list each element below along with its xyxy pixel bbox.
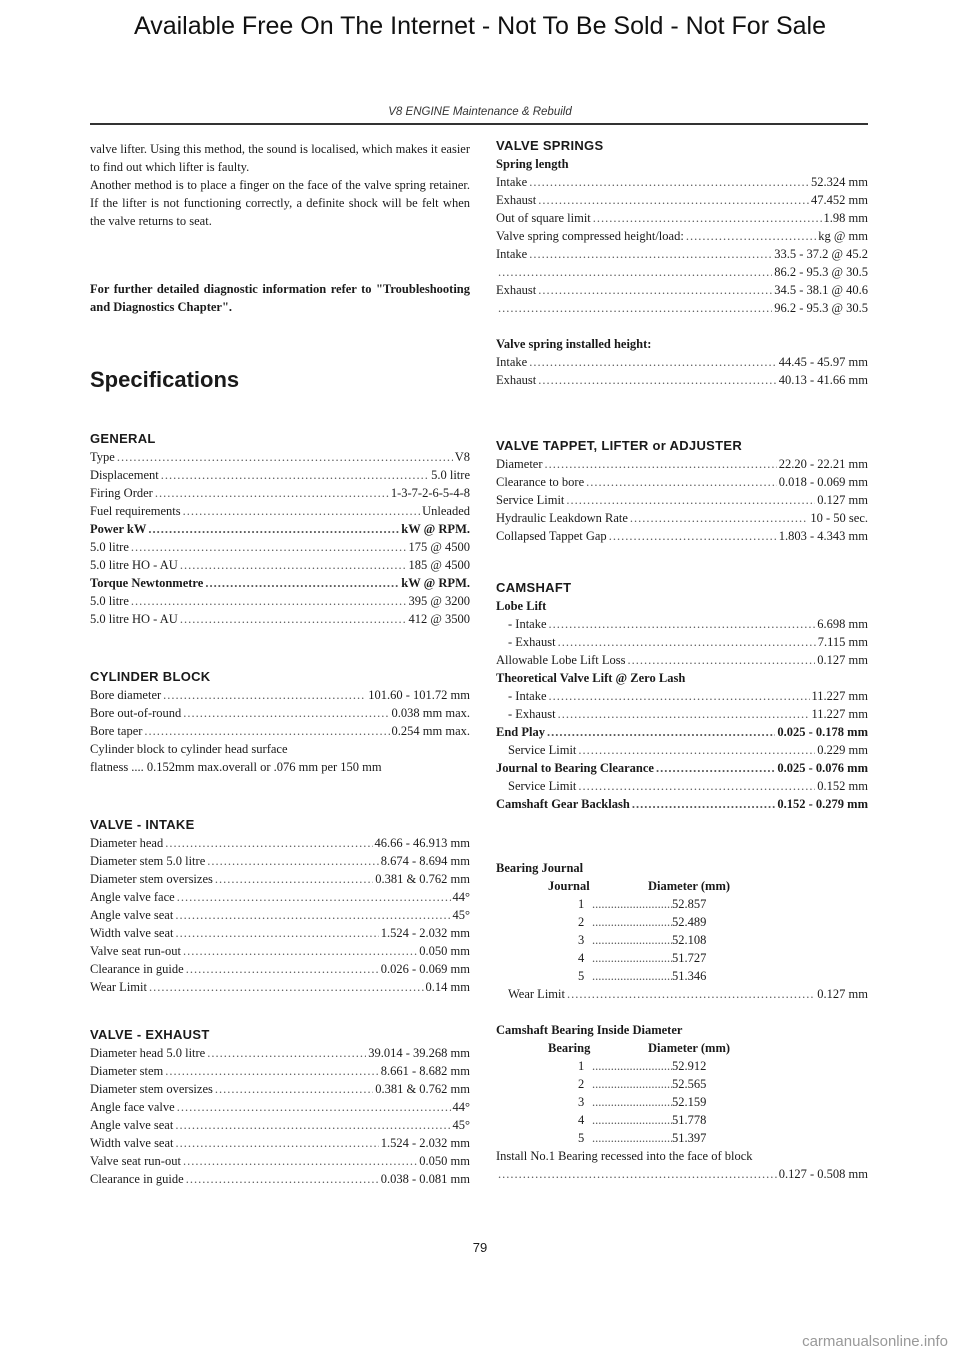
footer-watermark: carmanualsonline.info xyxy=(802,1333,948,1350)
spec-label: Angle face valve xyxy=(90,1100,175,1114)
intro-paragraph-1: valve lifter. Using this method, the sound is localised, which makes it easier to find out which lifter is faulty. xyxy=(90,142,470,174)
spec-label: Service Limit xyxy=(508,743,577,757)
subheading: Valve spring installed height: xyxy=(496,337,652,351)
spec-label: Width valve seat xyxy=(90,926,174,940)
spec-label: Collapsed Tappet Gap xyxy=(496,529,607,543)
spec-row xyxy=(496,353,868,371)
spec-label: - Intake xyxy=(508,689,547,703)
spec-value: 0.381 & 0.762 mm xyxy=(375,1082,470,1096)
page-number: 79 xyxy=(472,1240,488,1255)
spec-label: 5.0 litre HO - AU xyxy=(90,558,178,572)
spec-row xyxy=(90,870,470,888)
spec-label: Exhaust xyxy=(496,283,537,297)
spec-label: 5.0 litre xyxy=(90,594,129,608)
spec-value: 11.227 mm xyxy=(811,707,868,721)
intro-text xyxy=(90,140,470,230)
table-row xyxy=(496,895,868,913)
table-row xyxy=(496,949,868,967)
spec-value: 1.98 mm xyxy=(823,211,868,225)
spec-value: 0.038 - 0.081 mm xyxy=(380,1172,470,1186)
table-row xyxy=(496,967,868,985)
spec-row xyxy=(496,687,868,705)
section-heading: VALVE TAPPET, LIFTER or ADJUSTER xyxy=(496,438,743,453)
table-cell: 52.565 xyxy=(672,1077,707,1091)
spec-value: 1.524 - 2.032 mm xyxy=(380,1136,470,1150)
spec-row xyxy=(90,722,470,740)
section-heading: VALVE - INTAKE xyxy=(90,817,195,832)
column-header: Bearing xyxy=(548,1041,591,1055)
spec-value: 45° xyxy=(452,1118,470,1132)
table-cell: 2 xyxy=(578,1077,585,1091)
spec-row xyxy=(90,1080,470,1098)
spec-value: 22.20 - 22.21 mm xyxy=(778,457,868,471)
spec-value: 39.014 - 39.268 mm xyxy=(368,1046,470,1060)
table-header xyxy=(496,1039,868,1057)
spec-value: 185 @ 4500 xyxy=(408,558,470,572)
spec-row xyxy=(496,985,868,1003)
spec-label: - Exhaust xyxy=(508,707,556,721)
column-header: Diameter (mm) xyxy=(648,879,731,893)
spec-label: Power kW xyxy=(90,522,147,536)
spec-row xyxy=(90,1134,470,1152)
bearing-journal-section xyxy=(496,859,868,1003)
spec-row xyxy=(496,509,868,527)
spec-label: 5.0 litre HO - AU xyxy=(90,612,178,626)
spec-row xyxy=(90,1044,470,1062)
spec-label: 5.0 litre xyxy=(90,540,129,554)
table-row xyxy=(496,1093,868,1111)
spec-row xyxy=(90,924,470,942)
spec-label: Diameter stem xyxy=(90,1064,164,1078)
spec-label: Diameter head xyxy=(90,836,164,850)
spec-label: Bore out-of-round xyxy=(90,706,182,720)
spec-value: 34.5 - 38.1 @ 40.6 xyxy=(774,283,868,297)
spec-label: Clearance to bore xyxy=(496,475,585,489)
table-cell: 51.727 xyxy=(672,951,707,965)
spec-label: Service Limit xyxy=(508,779,577,793)
spec-row xyxy=(496,191,868,209)
spec-value: 0.127 mm xyxy=(817,987,868,1001)
valve-exhaust-section xyxy=(90,1026,470,1188)
spec-value: 8.674 - 8.694 mm xyxy=(380,854,470,868)
spec-row xyxy=(90,556,470,574)
header-rule xyxy=(90,123,868,125)
spec-value: 0.152 - 0.279 mm xyxy=(777,797,868,811)
spec-label: Bore taper xyxy=(90,724,143,738)
subheading: Camshaft Bearing Inside Diameter xyxy=(496,1023,683,1037)
spec-value: 46.66 - 46.913 mm xyxy=(374,836,470,850)
spec-label: Angle valve seat xyxy=(90,908,174,922)
spec-row xyxy=(496,527,868,545)
spec-value: 86.2 - 95.3 @ 30.5 xyxy=(774,265,868,279)
spec-row xyxy=(90,978,470,996)
spec-value: 0.381 & 0.762 mm xyxy=(375,872,470,886)
spec-value: 0.026 - 0.069 mm xyxy=(380,962,470,976)
table-row xyxy=(496,1075,868,1093)
spec-row xyxy=(496,491,868,509)
spec-row xyxy=(90,1152,470,1170)
spec-label: Firing Order xyxy=(90,486,153,500)
camshaft-section xyxy=(496,579,868,813)
spec-label: Out of square limit xyxy=(496,211,591,225)
spec-value: 0.127 mm xyxy=(817,653,868,667)
spec-value: 5.0 litre xyxy=(431,468,470,482)
spec-label: Fuel requirements xyxy=(90,504,181,518)
spec-row xyxy=(90,520,470,538)
spec-label: - Intake xyxy=(508,617,547,631)
table-row xyxy=(496,913,868,931)
table-cell: 52.159 xyxy=(672,1095,707,1109)
spec-row xyxy=(90,1170,470,1188)
spec-value: 40.13 - 41.66 mm xyxy=(778,373,868,387)
table-cell: 3 xyxy=(578,1095,585,1109)
spec-label: Diameter xyxy=(496,457,543,471)
spec-row xyxy=(496,299,868,317)
spec-row xyxy=(496,723,868,741)
spec-row xyxy=(496,759,868,777)
general-section xyxy=(90,430,470,628)
subheading: Lobe Lift xyxy=(496,599,547,613)
install-note: Install No.1 Bearing recessed into the face of block xyxy=(496,1149,753,1163)
spec-row xyxy=(90,448,470,466)
spec-value: 101.60 - 101.72 mm xyxy=(368,688,470,702)
spec-row xyxy=(496,371,868,389)
spec-value: 7.115 mm xyxy=(817,635,868,649)
spec-label: - Exhaust xyxy=(508,635,556,649)
spec-value: 0.127 mm xyxy=(817,493,868,507)
spec-value: 395 @ 3200 xyxy=(408,594,470,608)
spec-row xyxy=(496,455,868,473)
spec-row xyxy=(496,227,868,245)
spec-value: 44° xyxy=(452,890,470,904)
spec-row xyxy=(90,610,470,628)
column-header: Journal xyxy=(548,879,590,893)
flatness-line-1: Cylinder block to cylinder head surface xyxy=(90,742,288,756)
spec-row xyxy=(496,705,868,723)
spec-row xyxy=(90,704,470,722)
table-cell: 4 xyxy=(578,951,585,965)
valve-intake-section xyxy=(90,816,470,996)
spec-value: 44.45 - 45.97 mm xyxy=(778,355,868,369)
section-heading: VALVE - EXHAUST xyxy=(90,1027,210,1042)
spec-value: 8.661 - 8.682 mm xyxy=(380,1064,470,1078)
spec-label: Journal to Bearing Clearance xyxy=(496,761,654,775)
spec-label: Diameter stem oversizes xyxy=(90,872,213,886)
spec-label: Camshaft Gear Backlash xyxy=(496,797,630,811)
table-cell: 1 xyxy=(578,1059,585,1073)
section-heading: GENERAL xyxy=(90,431,156,446)
table-cell: 51.778 xyxy=(672,1113,707,1127)
spec-row xyxy=(496,795,868,813)
table-cell: 52.489 xyxy=(672,915,707,929)
spec-row xyxy=(496,615,868,633)
spec-label: Clearance in guide xyxy=(90,1172,184,1186)
spec-row xyxy=(90,1116,470,1134)
spec-label: Exhaust xyxy=(496,193,537,207)
table-cell: 5 xyxy=(578,969,585,983)
table-cell: 3 xyxy=(578,933,585,947)
spec-value: 0.038 mm max. xyxy=(391,706,470,720)
spec-row xyxy=(90,1098,470,1116)
section-heading: VALVE SPRINGS xyxy=(496,138,604,153)
spec-value: kW @ RPM. xyxy=(401,576,470,590)
spec-row xyxy=(496,263,868,281)
table-cell: 51.397 xyxy=(672,1131,707,1145)
spec-row xyxy=(90,834,470,852)
table-header xyxy=(496,877,868,895)
spec-label: Diameter stem 5.0 litre xyxy=(90,854,206,868)
spec-row xyxy=(496,245,868,263)
spec-row xyxy=(496,633,868,651)
spec-value: 175 @ 4500 xyxy=(408,540,470,554)
spec-row xyxy=(90,960,470,978)
table-cell: 4 xyxy=(578,1113,585,1127)
spec-row xyxy=(90,466,470,484)
spec-row xyxy=(90,906,470,924)
further-info-text: For further detailed diagnostic information refer to "Troubleshooting and Diagnostics Chapter". xyxy=(90,282,470,314)
table-row xyxy=(496,1129,868,1147)
cylinder-block-section xyxy=(90,668,470,776)
spec-label: Allowable Lobe Lift Loss xyxy=(496,653,626,667)
spec-label: End Play xyxy=(496,725,545,739)
spec-value: 0.229 mm xyxy=(817,743,868,757)
spec-row xyxy=(90,942,470,960)
spec-value: kg @ mm xyxy=(818,229,868,243)
spec-value: 52.324 mm xyxy=(811,175,868,189)
spec-label: Service Limit xyxy=(496,493,565,507)
table-row xyxy=(496,1057,868,1075)
spec-label: Wear Limit xyxy=(508,987,565,1001)
valve-springs-section xyxy=(496,137,868,389)
spec-value: 0.025 - 0.076 mm xyxy=(777,761,868,775)
spec-row xyxy=(90,852,470,870)
subheading: Theoretical Valve Lift @ Zero Lash xyxy=(496,671,686,685)
spec-value: 0.127 - 0.508 mm xyxy=(778,1167,868,1181)
spec-value: 1.524 - 2.032 mm xyxy=(380,926,470,940)
spec-value: 0.025 - 0.178 mm xyxy=(777,725,868,739)
spec-row xyxy=(90,502,470,520)
spec-row xyxy=(90,888,470,906)
spec-value: 0.018 - 0.069 mm xyxy=(778,475,868,489)
spec-label: Displacement xyxy=(90,468,159,482)
spec-value: 45° xyxy=(452,908,470,922)
spec-label: Diameter head 5.0 litre xyxy=(90,1046,206,1060)
table-cell: 1 xyxy=(578,897,585,911)
spec-value: 0.050 mm xyxy=(419,1154,470,1168)
spec-value: 33.5 - 37.2 @ 45.2 xyxy=(774,247,868,261)
spec-label: Clearance in guide xyxy=(90,962,184,976)
running-head: V8 ENGINE Maintenance & Rebuild xyxy=(388,106,572,118)
spec-value: 1-3-7-2-6-5-4-8 xyxy=(390,486,470,500)
spec-label: Torque Newtonmetre xyxy=(90,576,204,590)
specifications-title: Specifications xyxy=(90,367,240,392)
spec-row xyxy=(496,209,868,227)
spec-label: Hydraulic Leakdown Rate xyxy=(496,511,628,525)
spec-row xyxy=(496,741,868,759)
tappet-section xyxy=(496,437,868,545)
spec-label: Intake xyxy=(496,175,528,189)
spec-label: Diameter stem oversizes xyxy=(90,1082,213,1096)
spec-label: Wear Limit xyxy=(90,980,147,994)
table-row xyxy=(496,1111,868,1129)
spec-row xyxy=(90,574,470,592)
section-heading: CYLINDER BLOCK xyxy=(90,669,211,684)
spec-value: 96.2 - 95.3 @ 30.5 xyxy=(774,301,868,315)
watermark-banner: Available Free On The Internet - Not To Be Sold - Not For Sale xyxy=(133,12,827,40)
subheading: Bearing Journal xyxy=(496,861,584,875)
table-cell: 52.857 xyxy=(672,897,707,911)
spec-value: Unleaded xyxy=(422,504,470,518)
table-cell: 51.346 xyxy=(672,969,707,983)
spec-row xyxy=(496,777,868,795)
spec-row xyxy=(90,484,470,502)
spec-value: 6.698 mm xyxy=(817,617,868,631)
column-header: Diameter (mm) xyxy=(648,1041,731,1055)
spec-label: Valve seat run-out xyxy=(90,1154,181,1168)
spec-label: Width valve seat xyxy=(90,1136,174,1150)
table-cell: 52.108 xyxy=(672,933,707,947)
spec-label: Valve spring compressed height/load: xyxy=(496,229,684,243)
spec-row xyxy=(496,281,868,299)
table-row xyxy=(496,931,868,949)
spec-label: Angle valve seat xyxy=(90,1118,174,1132)
table-cell: 5 xyxy=(578,1131,585,1145)
spec-label: Valve seat run-out xyxy=(90,944,181,958)
spec-value: 412 @ 3500 xyxy=(408,612,470,626)
spec-row xyxy=(90,592,470,610)
spec-label: Intake xyxy=(496,355,528,369)
spec-value: 44° xyxy=(452,1100,470,1114)
table-cell: 52.912 xyxy=(672,1059,707,1073)
spec-row xyxy=(90,538,470,556)
bearing-inside-section xyxy=(496,1021,868,1183)
intro-paragraph-2: Another method is to place a finger on the face of the valve spring retainer. If the lifter is not functioning correctly, a definite shock will be felt when the valve returns to seat. xyxy=(90,178,470,228)
spec-label: Exhaust xyxy=(496,373,537,387)
spec-row xyxy=(90,686,470,704)
spec-value: 10 - 50 sec. xyxy=(810,511,868,525)
subheading: Spring length xyxy=(496,157,569,171)
spec-label: Type xyxy=(90,450,115,464)
spec-row xyxy=(90,1062,470,1080)
section-heading: CAMSHAFT xyxy=(496,580,572,595)
spec-value: 0.254 mm max. xyxy=(391,724,470,738)
flatness-line-2: flatness .... 0.152mm max.overall or .076 mm per 150 mm xyxy=(90,760,382,774)
spec-label: Bore diameter xyxy=(90,688,162,702)
spec-value: 0.152 mm xyxy=(817,779,868,793)
spec-value: 1.803 - 4.343 mm xyxy=(778,529,868,543)
spec-value: 0.050 mm xyxy=(419,944,470,958)
table-cell: 2 xyxy=(578,915,585,929)
spec-row xyxy=(496,473,868,491)
spec-value: kW @ RPM. xyxy=(401,522,470,536)
spec-value: V8 xyxy=(454,450,470,464)
spec-row xyxy=(496,173,868,191)
further-info xyxy=(90,280,470,316)
spec-value: 0.14 mm xyxy=(425,980,470,994)
spec-label: Intake xyxy=(496,247,528,261)
spec-value: 47.452 mm xyxy=(811,193,868,207)
spec-row xyxy=(496,651,868,669)
spec-label: Angle valve face xyxy=(90,890,175,904)
spec-row xyxy=(496,1165,868,1183)
spec-value: 11.227 mm xyxy=(811,689,868,703)
